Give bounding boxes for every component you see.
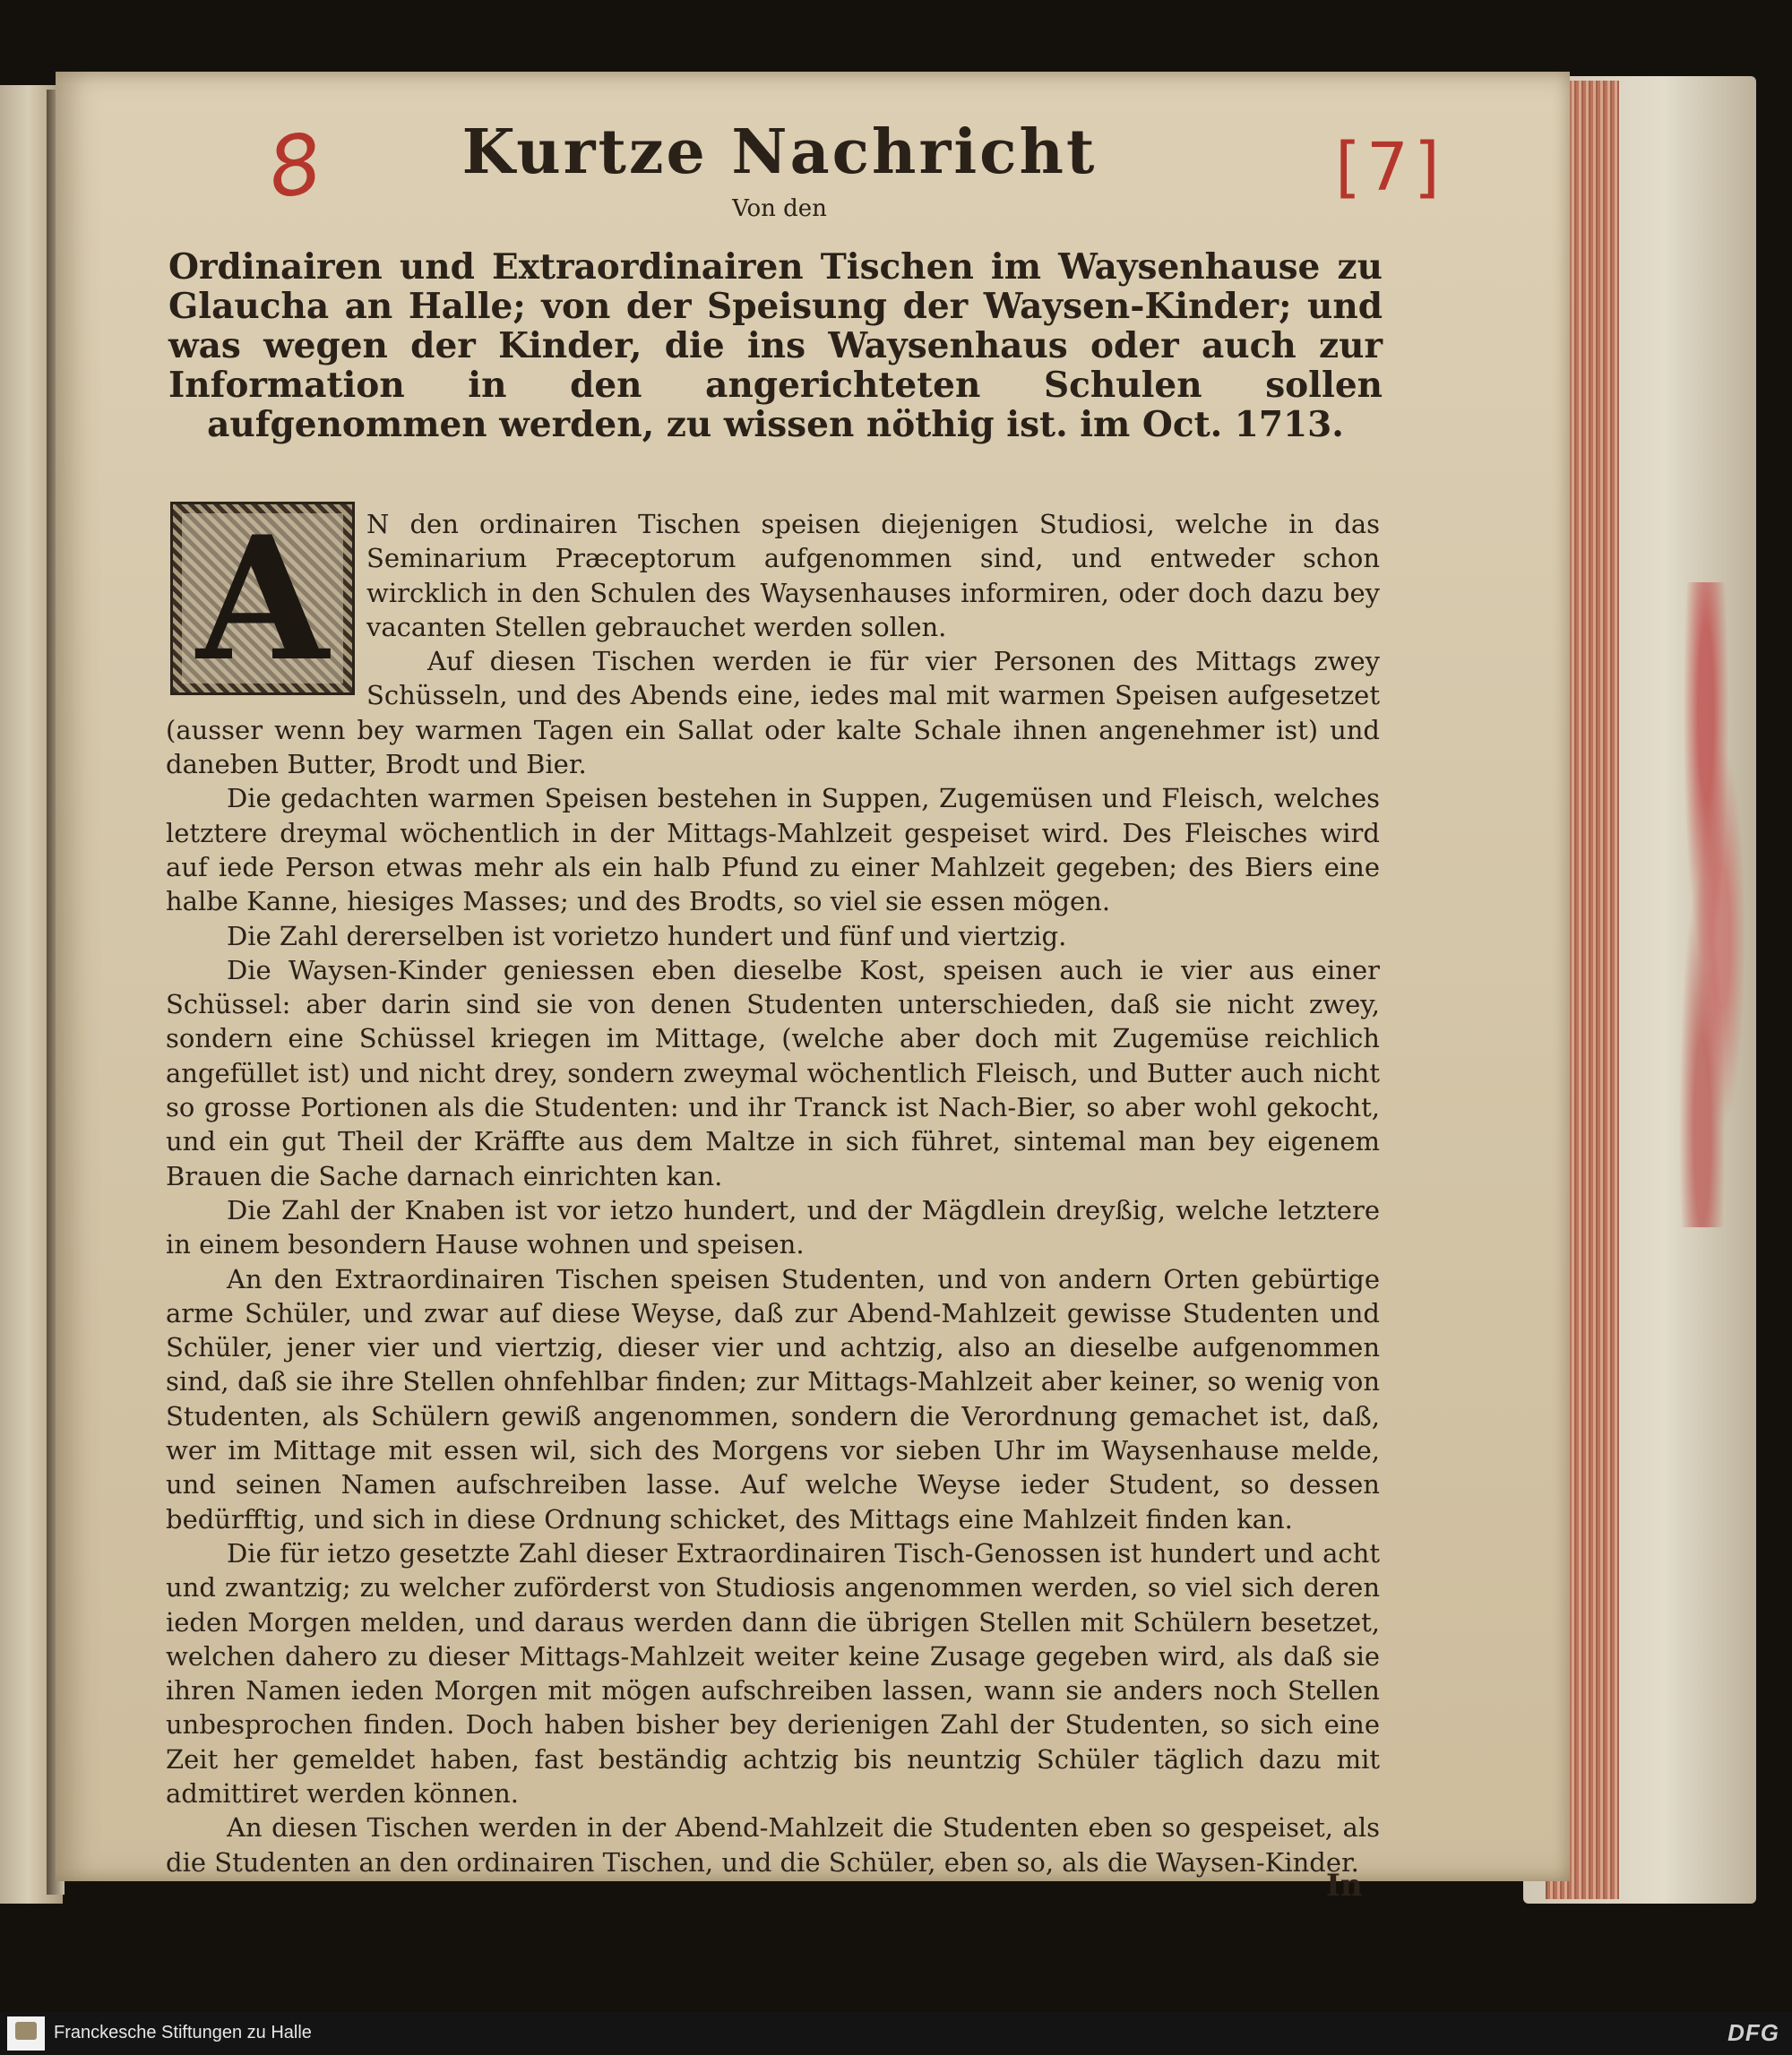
paragraph: An den Extraordinairen Tischen speisen Studenten, und von andern Orten gebürtige arme Schüler, und zwar auf diese Weyse, daß zur Abend-Mahlzeit gewisse Studenten und Schüler, jener vier und viertzig, dieser vier und achtzig, also an dieselbe aufgenommen sind, daß sie ihre Stellen ohnfehlbar finden; zur Mittags-Mahlzeit aber keiner, so wenig von Studenten, als Schülern gewiß angenommen, sondern die Verordnung gemachet ist, daß, wer im Mittage mit essen wil, sich des Morgens vor sieben Uhr im Waysenhause melde, und seinen Namen aufschreiben lasse. Auf welche Weyse ieder Student, so dessen bedürfftig, und sich in diese Ordnung schicket, des Mittags eine Mahlzeit finden kan.: [166, 1263, 1380, 1535]
catchword: In: [1326, 1868, 1363, 1904]
institution-logo-icon[interactable]: [7, 2016, 45, 2051]
paragraph: Die Zahl der Knaben ist vor ietzo hundert, und der Mägdlein dreyßig, welche letztere in einem besondern Hause wohnen und speisen.: [166, 1194, 1380, 1260]
viewer-footer: [0, 2012, 1792, 2055]
logo-mark: [15, 2022, 37, 2040]
body-text: [166, 507, 1380, 1879]
paragraph: Die für ietzo gesetzte Zahl dieser Extraordinairen Tisch-Genossen ist hundert und acht und zwantzig; zu welcher zuförderst von Studiosis angenommen werden, so viel sich deren ieden Morgen melden, und daraus werden dann die übrigen Stellen mit Schülern besetzet, welchen dahero zu dieser Mittags-Mahlzeit weiter keine Zusage gegeben wird, als daß sie ihren Namen ieden Morgen mit mögen aufschreiben lassen, wann sie anders noch Stellen unbesprochen finden. Doch haben bisher bey derienigen Zahl der Studenten, so sich eine Zeit her gemeldet haben, fast beständig achtzig bis neuntzig Schüler täglich dazu mit admittiret werden können.: [166, 1537, 1380, 1809]
paragraph: Die Zahl dererselben ist vorietzo hundert und fünf und viertzig.: [227, 920, 1067, 951]
title-von: Von den: [732, 195, 827, 222]
initial-spacer: [164, 507, 363, 706]
ornamental-initial-letter: A: [182, 513, 343, 684]
paragraph: Auf diesen Tischen werden ie für vier Personen des Mittags zwey Schüsseln, und des Abends eine, iedes mal mit warmen Speisen aufgesetzet (ausser wenn bey warmen Tagen ein Sallat oder kalte Schale ihnen angenehmer ist) und daneben Butter, Brodt und Bier.: [166, 646, 1380, 780]
paragraph: N den ordinairen Tischen speisen diejenigen Studiosi, welche in das Seminarium Præceptorum aufgenommen sind, und entweder schon wircklich in den Schulen des Waysenhauses informiren, oder doch dazu bey vacanten Stellen gebrauchet werden sollen.: [366, 509, 1380, 642]
paragraph: Die Waysen-Kinder geniessen eben dieselbe Kost, speisen auch ie vier aus einer Schüssel: aber darin sind sie von denen Studenten unterschieden, daß sie nicht zwey, sondern eine Schüssel kriegen im Mittage, (welche aber doch mit Zugemüse reichlich angefüllet ist) und nicht drey, sondern zweymal wöchentlich Fleisch, und Butter auch nicht so grosse Portionen als die Studenten: und ihr Tranck ist Nach-Bier, so aber wohl gekocht, und ein gut Theil der Kräffte aus dem Maltze in sich führet, sintemal man bey eigenem Brauen die Sache darnach einrichten kan.: [166, 954, 1380, 1191]
title-block: [161, 116, 1398, 226]
red-stamp-marks: [1676, 582, 1752, 1227]
page-subtitle: Ordinairen und Extraordinairen Tischen im Waysenhause zu Glaucha an Halle; von der Speisung der Waysen-Kinder; und was wegen der Kinder, die ins Waysenhaus oder auch zur Information in den angerichteten Schulen sollen aufgenommen werden, zu wissen nöthig ist. im Oct. 1713.: [168, 246, 1383, 445]
paragraph: Die gedachten warmen Speisen bestehen in Suppen, Zugemüsen und Fleisch, welches letztere dreymal wöchentlich in der Mittags-Mahlzeit gespeiset wird. Des Fleisches wird auf iede Person etwas mehr als ein halb Pfund zu einer Mahlzeit gegeben; des Biers eine halbe Kanne, hiesiges Masses; und des Brodts, so viel sie essen mögen.: [166, 783, 1380, 917]
page-title: Kurtze Nachricht: [461, 116, 1098, 188]
dfg-logo[interactable]: DFG: [1727, 2019, 1779, 2046]
manuscript-number-right: [7]: [1335, 129, 1445, 206]
institution-name[interactable]: Franckesche Stiftungen zu Halle: [54, 2023, 312, 2042]
manuscript-number-left: 8: [262, 115, 328, 218]
paragraph: An diesen Tischen werden in der Abend-Mahlzeit die Studenten eben so gespeiset, als die Studenten an den ordinairen Tischen, und die Schüler, eben so, als die Waysen-Kinder.: [166, 1812, 1380, 1878]
